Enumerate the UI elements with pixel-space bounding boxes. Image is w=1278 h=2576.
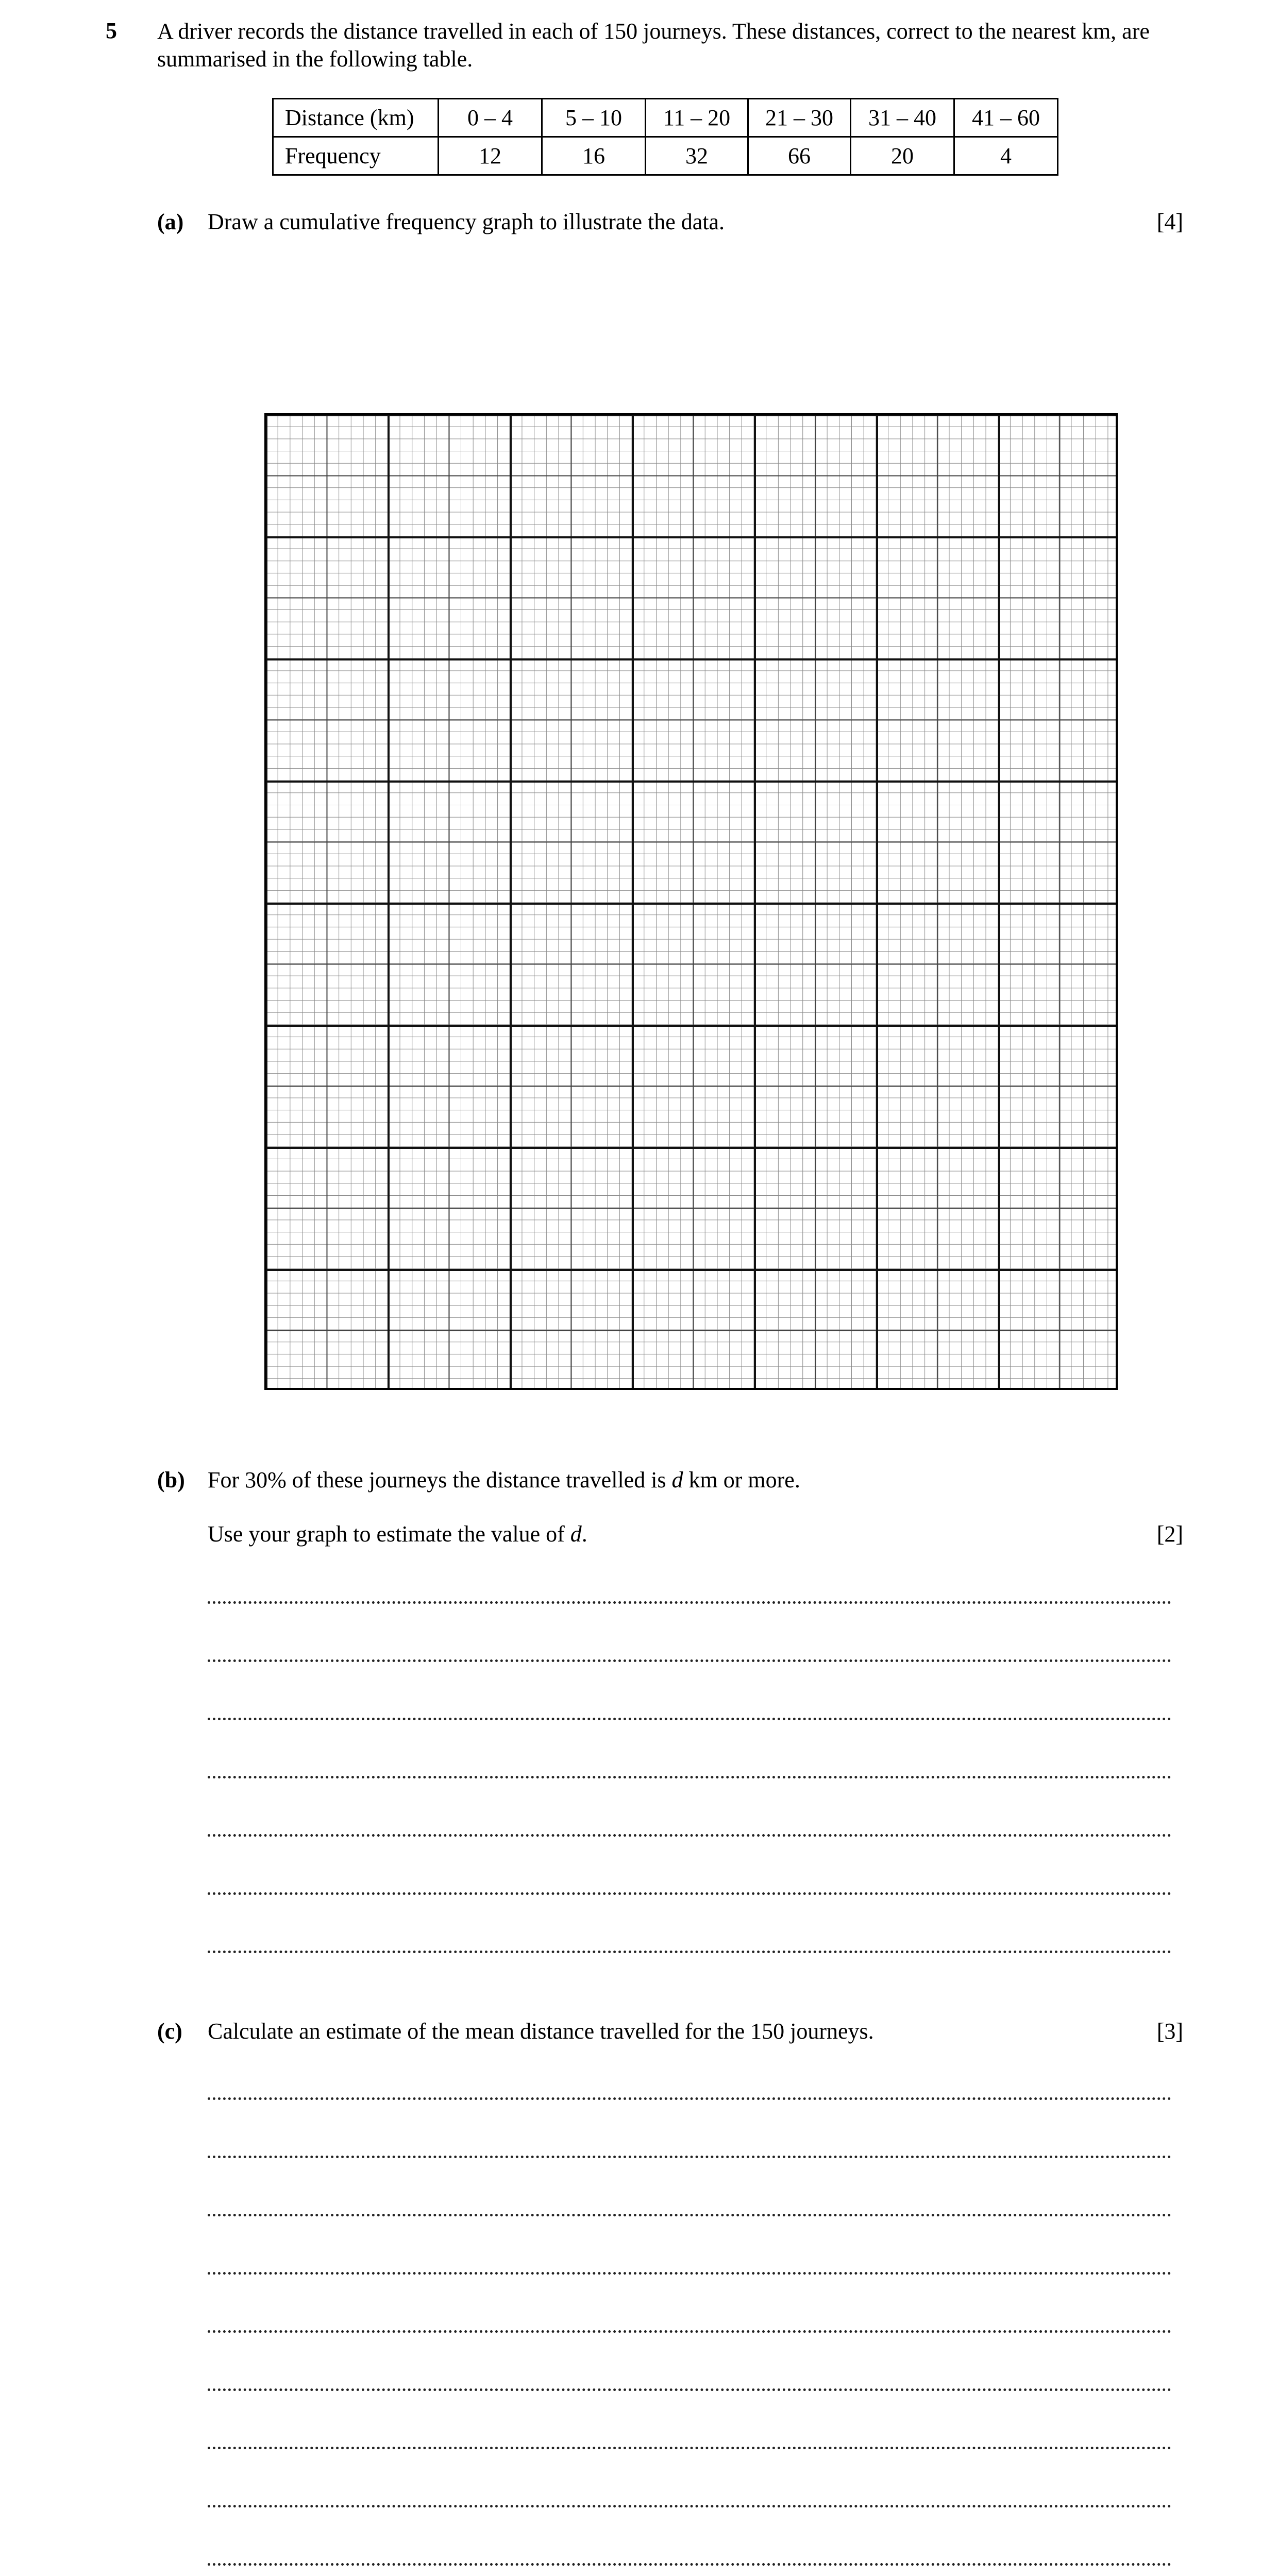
- part-b-instruction-start: Use your graph to estimate the value of: [208, 1521, 570, 1547]
- distance-cell: 0 – 4: [439, 99, 542, 137]
- answer-line[interactable]: [208, 2447, 1171, 2449]
- answer-line[interactable]: [208, 1776, 1171, 1778]
- part-c-label: (c): [157, 2019, 182, 2044]
- frequency-cell: 4: [954, 137, 1058, 175]
- part-b-marks: [2]: [1156, 1521, 1183, 1547]
- distance-cell: 11 – 20: [646, 99, 748, 137]
- part-b-text: [208, 1467, 800, 1493]
- answer-line[interactable]: [208, 2214, 1171, 2216]
- part-b-instruction: [208, 1521, 587, 1547]
- frequency-table: [272, 98, 1058, 176]
- distance-cell: 21 – 30: [748, 99, 851, 137]
- answer-line[interactable]: [208, 1718, 1171, 1720]
- frequency-cell: 16: [542, 137, 646, 175]
- table-row: [273, 99, 1058, 137]
- part-a-marks: [4]: [1156, 209, 1183, 234]
- frequency-cell: 66: [748, 137, 851, 175]
- distance-cell: 41 – 60: [954, 99, 1058, 137]
- answer-line[interactable]: [208, 1601, 1171, 1604]
- distance-cell: 5 – 10: [542, 99, 646, 137]
- variable-d: d: [671, 1467, 683, 1493]
- table-row: [273, 137, 1058, 175]
- part-b-text-start: For 30% of these journeys the distance travelled is: [208, 1467, 672, 1493]
- part-b-label: (b): [157, 1467, 185, 1493]
- answer-line[interactable]: [208, 1892, 1171, 1895]
- part-a-text: Draw a cumulative frequency graph to illustrate the data.: [208, 209, 725, 234]
- frequency-cell: 12: [439, 137, 542, 175]
- row-header-distance: Distance (km): [273, 99, 439, 137]
- part-c-marks: [3]: [1156, 2019, 1183, 2044]
- answer-line[interactable]: [208, 2330, 1171, 2333]
- answer-line[interactable]: [208, 2272, 1171, 2275]
- answer-line[interactable]: [208, 2097, 1171, 2100]
- question-number: 5: [106, 18, 117, 43]
- answer-line[interactable]: [208, 2505, 1171, 2507]
- answer-line[interactable]: [208, 2388, 1171, 2391]
- part-b-instruction-end: .: [581, 1521, 587, 1547]
- variable-d: d: [570, 1521, 582, 1547]
- answer-line[interactable]: [208, 2156, 1171, 2158]
- answer-line[interactable]: [208, 1951, 1171, 1953]
- answer-line[interactable]: [208, 2563, 1171, 2566]
- answer-line[interactable]: [208, 1834, 1171, 1837]
- frequency-cell: 20: [851, 137, 954, 175]
- distance-cell: 31 – 40: [851, 99, 954, 137]
- part-b-text-end: km or more.: [683, 1467, 800, 1493]
- row-header-frequency: Frequency: [273, 137, 439, 175]
- answer-line[interactable]: [208, 1659, 1171, 1662]
- question-stem: A driver records the distance travelled in each of 150 journeys. These distances, correct to the nearest km, are summarised in the following table.: [157, 19, 1150, 72]
- part-a-label: (a): [157, 209, 184, 234]
- part-c-text: Calculate an estimate of the mean distance travelled for the 150 journeys.: [208, 2019, 874, 2044]
- frequency-cell: 32: [646, 137, 748, 175]
- graph-paper-grid[interactable]: [264, 413, 1118, 1390]
